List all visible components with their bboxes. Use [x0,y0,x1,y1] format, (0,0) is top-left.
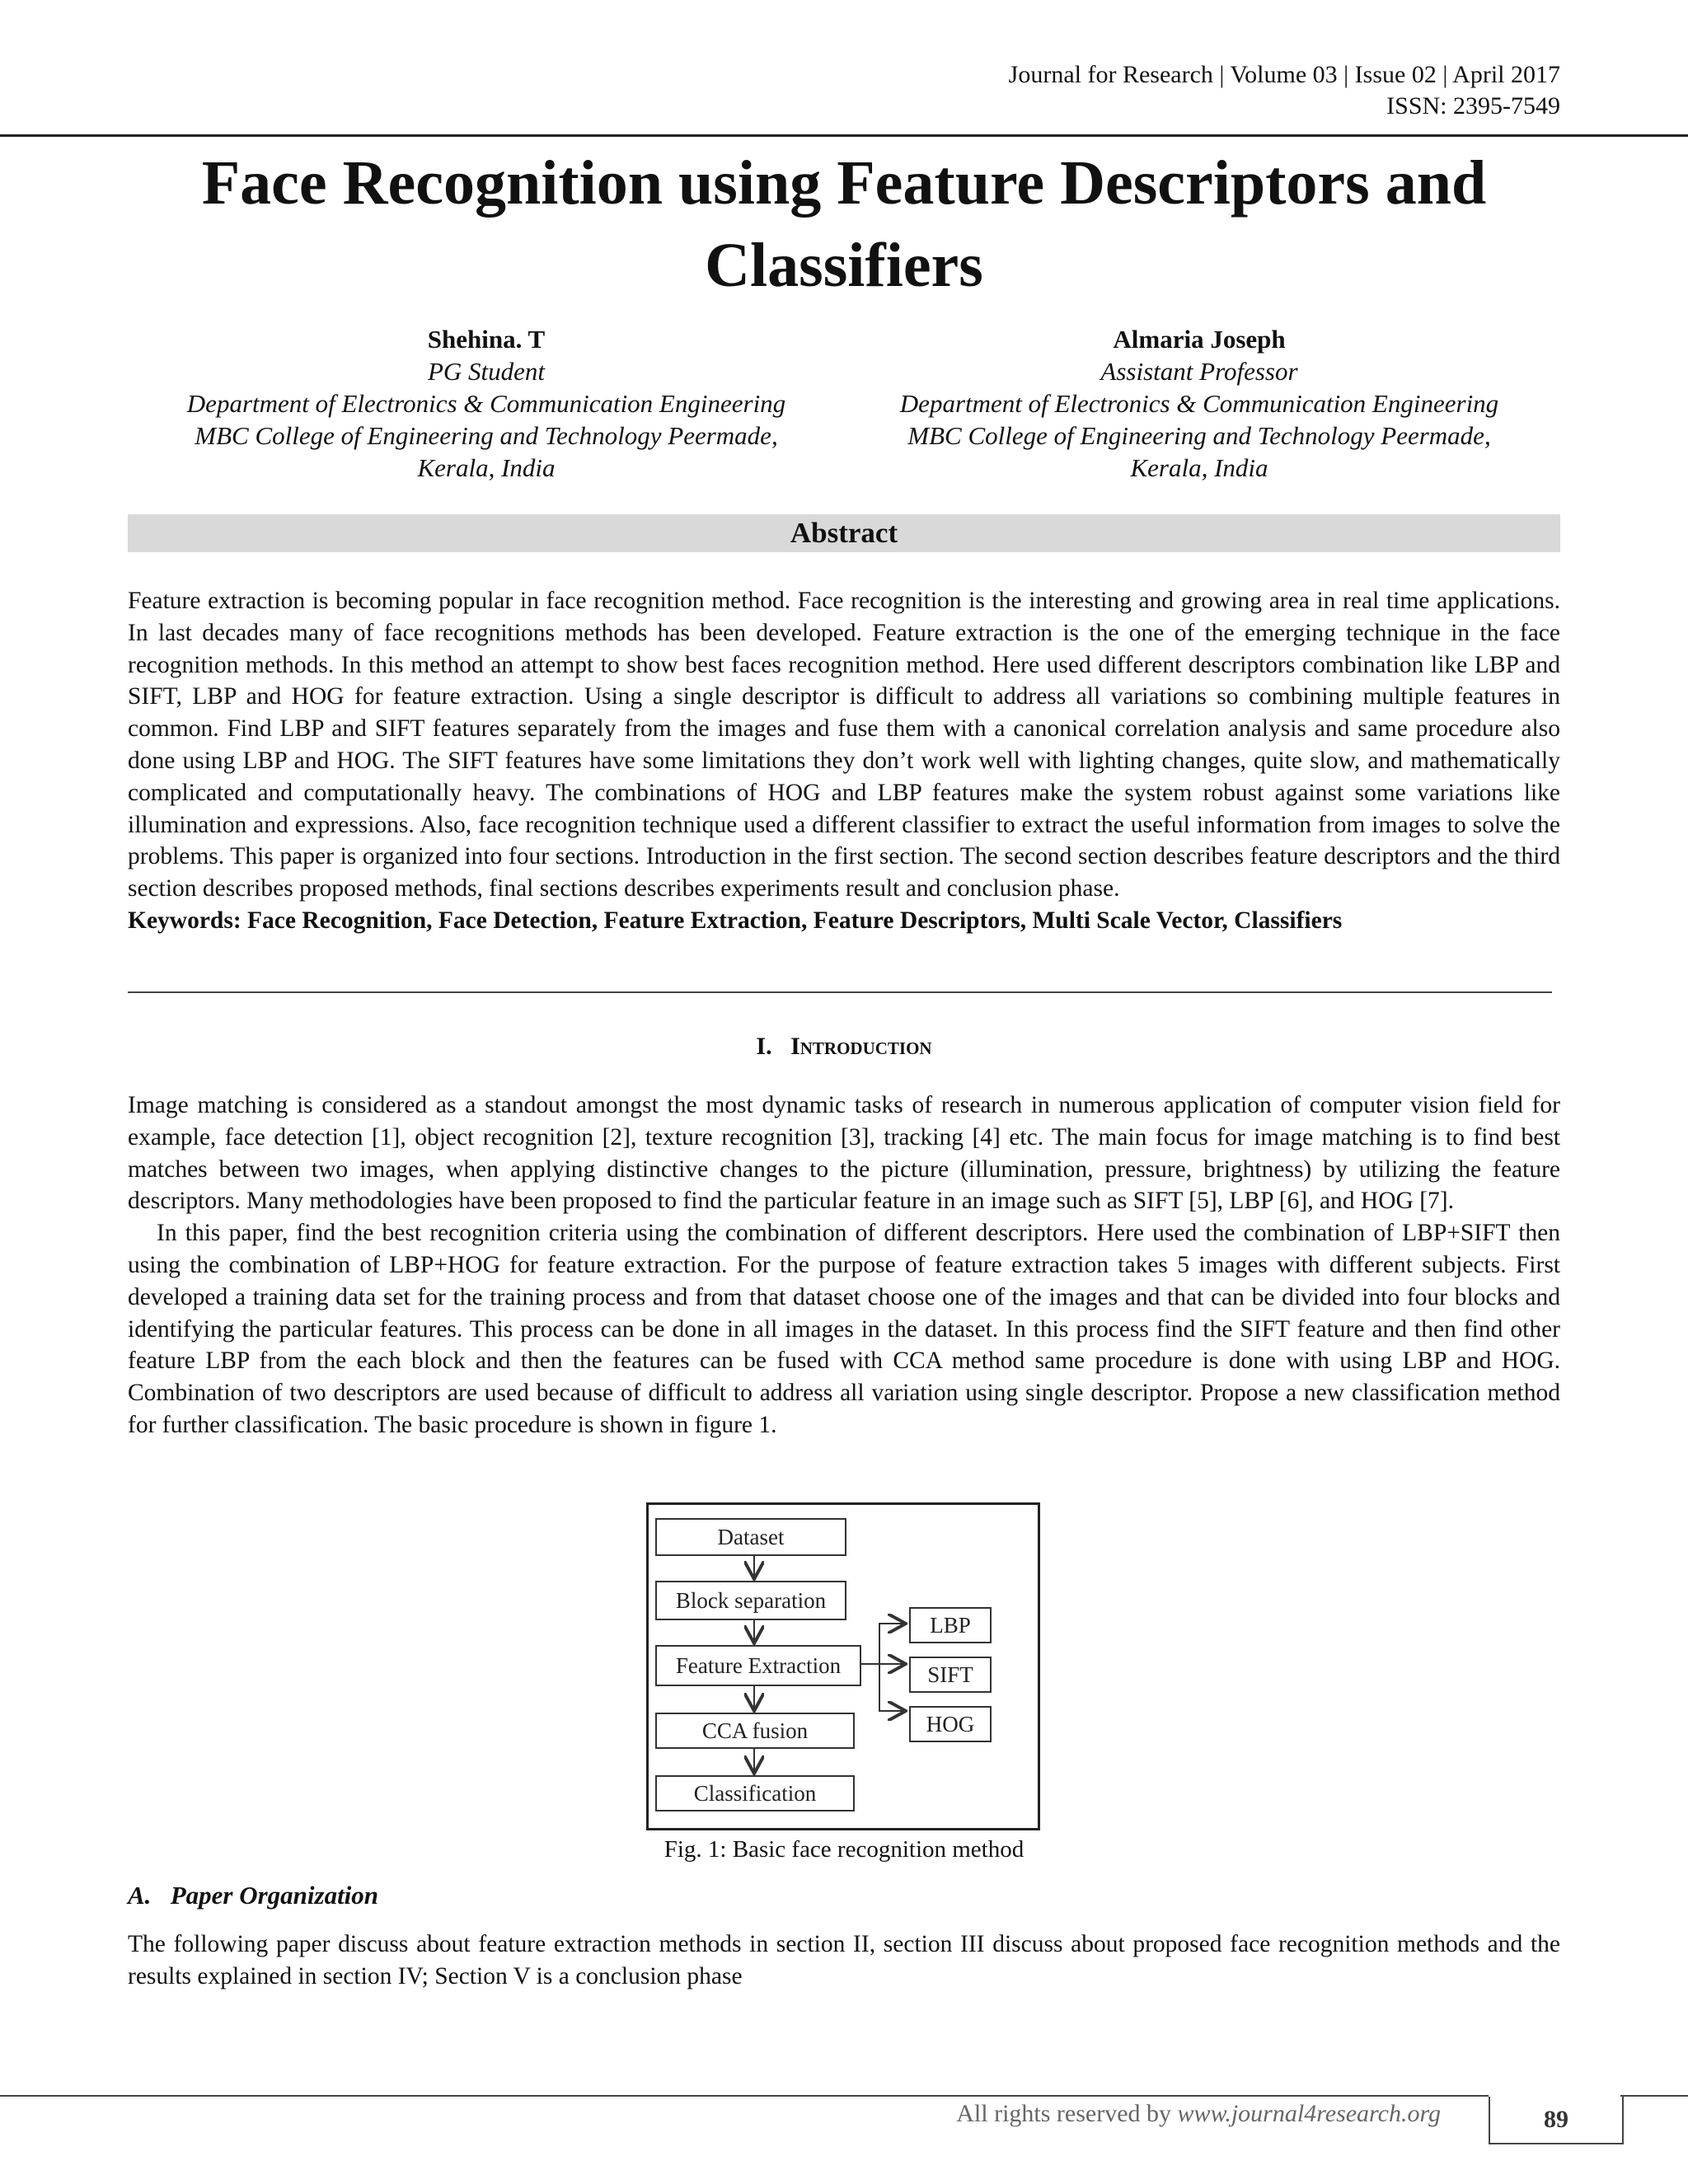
title-line-1: Face Recognition using Feature Descriptors and [201,148,1487,218]
step-cca-fusion: CCA fusion [655,1713,855,1749]
abstract-body [128,585,1560,937]
figure-1-flowchart [646,1502,1040,1830]
page-number: 89 [1489,2097,1624,2144]
rights-text: All rights reserved by [956,2100,1172,2127]
author-college: MBC College of Engineering and Technology Peermade, [195,421,778,450]
author-dept: Department of Electronics & Communication Engineering [186,389,786,418]
author-block-2 [861,323,1537,484]
arrow-right [861,1624,904,1664]
subsection-title: Paper Organization [170,1881,379,1910]
descriptor-sift: SIFT [909,1657,992,1693]
descriptor-lbp: LBP [909,1607,992,1643]
header-rule [0,134,1688,137]
abstract-divider [128,991,1552,993]
abstract-text: Feature extraction is becoming popular in face recognition method. Face recognition is the interesting and growing area in real time applications. In last decades many of face recognitions methods has been developed. Feature extraction is the one of the emerging technique in the face recognition methods. In this method an attempt to show best faces recognition method. Here used different descriptors combination like LBP and SIFT, LBP and HOG for feature extraction. Using a single descriptor is difficult to address all variations so combining multiple features in common. Find LBP and SIFT features separately from the images and fuse them with a canonical correlation analysis and same procedure also done using LBP and HOG. The SIFT features have some limitations they don’t work well with lighting changes, quite slow, and mathematically complicated and computationally heavy. The combinations of HOG and LBP features make the system robust against some variations like illumination and expressions. Also, face recognition technique used a different classifier to extract the useful information from images to solve the problems. This paper is organized into four sections. Introduction in the first section. The second section describes feature descriptors and the third section describes proposed methods, final sections describes experiments result and conclusion phase. [128,588,1560,902]
subsection-label: A. [128,1881,152,1910]
intro-paragraph-1: Image matching is considered as a standout amongst the most dynamic tasks of research in numerous application of computer vision field for example, face detection [1], object recognition [2], texture recognition [3], tracking [4] etc. The main focus for image matching is to find best matches between two images, when applying distinctive changes to the picture (illumination, pressure, brightness) by utilizing the feature descriptors. Many methodologies have been proposed to find the particular feature in an image such as SIFT [5], LBP [6], and HOG [7]. [128,1092,1560,1215]
author-location: Kerala, India [1130,453,1268,482]
introduction-body [128,1090,1560,1441]
section-number: I. [756,1033,772,1060]
journal-header [1009,59,1560,122]
descriptor-hog: HOG [909,1706,992,1742]
author-role: Assistant Professor [1100,357,1298,386]
step-classification: Classification [655,1775,855,1811]
issn: ISSN: 2395-7549 [1386,92,1560,120]
author-block-1 [148,323,824,484]
footer-rights [956,2100,1441,2128]
author-college: MBC College of Engineering and Technology Peermade, [907,421,1491,450]
footer-website-link[interactable]: www.journal4research.org [1177,2100,1441,2127]
section-heading-introduction [0,1033,1688,1061]
author-location: Kerala, India [417,453,556,482]
figure-caption: Fig. 1: Basic face recognition method [663,1836,1025,1863]
intro-paragraph-2: In this paper, find the best recognition criteria using the combination of different descriptors. Here used the combination of LBP+SIFT then using the combination of LBP+HOG for feature extraction. For the purpose of feature extraction takes 5 images with different subjects. First developed a training data set for the training process and from that dataset choose one of the images and that can be divided into four blocks and identifying the particular features. This process can be done in all images in the dataset. In this process find the SIFT feature and then find other feature LBP from the each block and then the features can be fused with CCA method same procedure is done with using LBP and HOG. Combination of two descriptors are used because of difficult to address all variation using single descriptor. Propose a new classification method for further classification. The basic procedure is shown in figure 1. [128,1220,1560,1438]
step-dataset: Dataset [655,1518,846,1556]
keywords: Keywords: Face Recognition, Face Detection, Feature Extraction, Feature Descriptors, Multi Scale Vector, Classifiers [128,907,1343,934]
step-block-separation: Block separation [655,1581,846,1620]
paper-title [82,142,1606,307]
author-name: Shehina. T [427,325,546,354]
author-name: Almaria Joseph [1113,325,1286,354]
subsection-heading [128,1881,378,1910]
arrow-right [861,1664,904,1711]
step-feature-extraction: Feature Extraction [655,1645,861,1686]
title-line-2: Classifiers [705,231,983,300]
subsection-text: The following paper discuss about feature extraction methods in section II, section III discuss about proposed face recognition methods and the results explained in section IV; Section V is a conclusion phase [128,1931,1560,1990]
journal-info: Journal for Research | Volume 03 | Issue 02 | April 2017 [1008,61,1560,88]
author-dept: Department of Electronics & Communication Engineering [899,389,1499,418]
author-role: PG Student [427,357,546,386]
abstract-heading: Abstract [128,514,1560,552]
footer-rule-left [0,2095,1489,2097]
subsection-body [128,1929,1560,1993]
footer-rule-right [1620,2095,1688,2097]
section-title: Introduction [790,1033,932,1060]
